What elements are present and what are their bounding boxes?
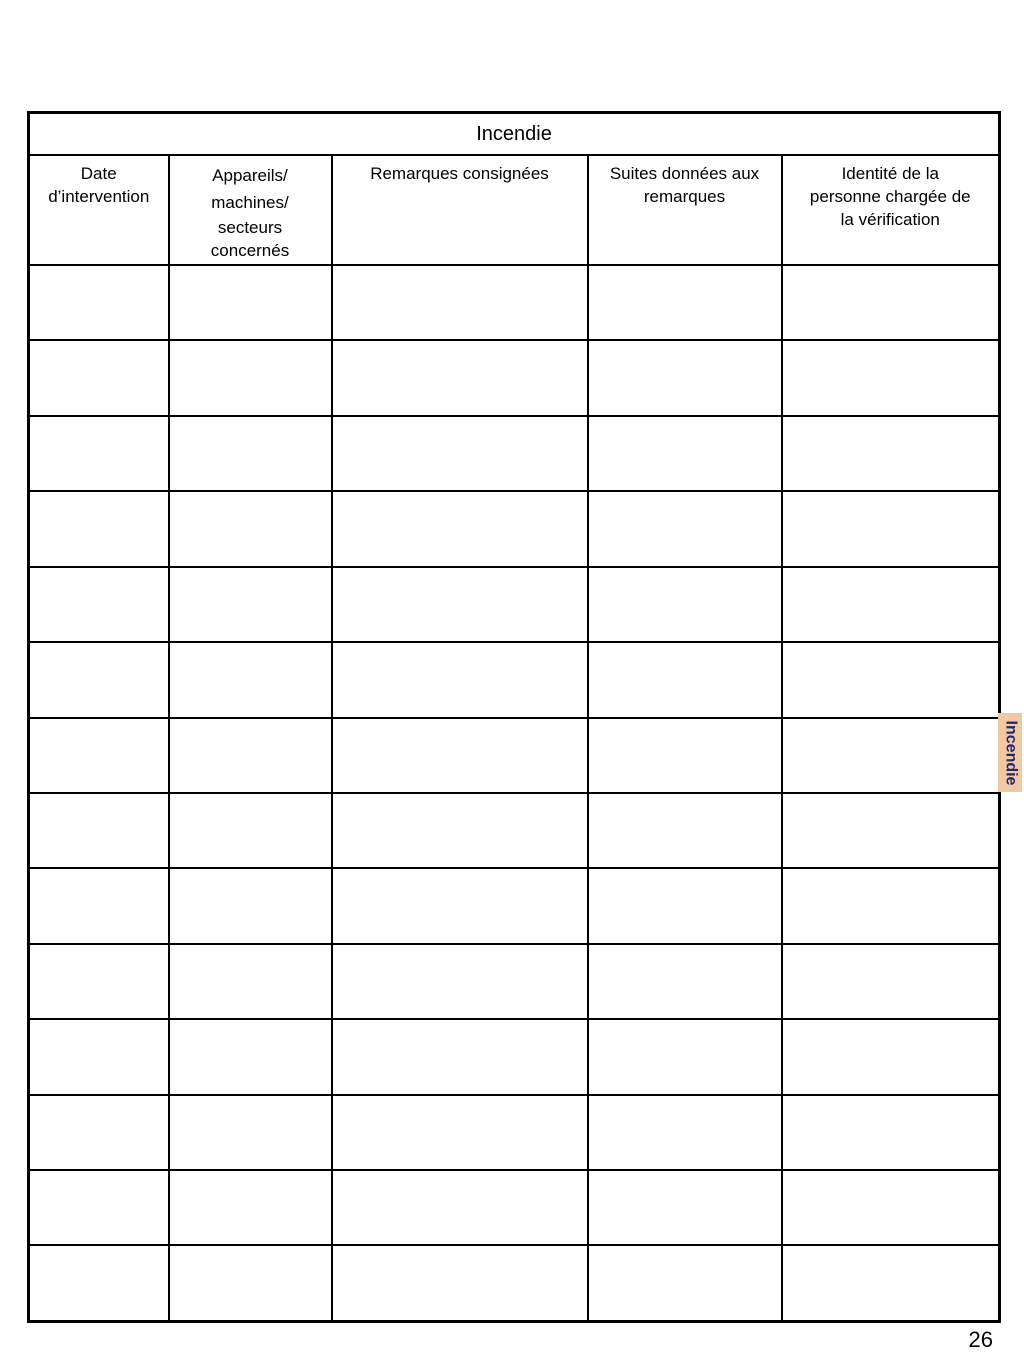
- header-line: Date: [80, 164, 117, 183]
- inspection-log-table: [27, 111, 1001, 1323]
- remarks-cell[interactable]: [332, 718, 588, 793]
- header-line: Suites données aux: [609, 164, 760, 183]
- column-header-follow-up: [588, 155, 782, 265]
- follow-up-cell[interactable]: [588, 718, 782, 793]
- follow-up-cell[interactable]: [588, 793, 782, 868]
- equipment-cell[interactable]: [169, 1095, 332, 1170]
- equipment-cell[interactable]: [169, 1019, 332, 1094]
- follow-up-cell[interactable]: [588, 1170, 782, 1245]
- follow-up-cell[interactable]: [588, 340, 782, 415]
- equipment-cell[interactable]: [169, 868, 332, 943]
- date-cell[interactable]: [29, 1095, 169, 1170]
- date-cell[interactable]: [29, 793, 169, 868]
- section-side-tab: [998, 713, 1022, 792]
- table-row: [29, 1019, 1000, 1094]
- header-line: secteurs: [217, 218, 283, 237]
- equipment-cell[interactable]: [169, 416, 332, 491]
- header-line: Identité de la: [841, 164, 939, 183]
- follow-up-cell[interactable]: [588, 868, 782, 943]
- column-header-equipment: [169, 155, 332, 265]
- table-row: [29, 1245, 1000, 1321]
- follow-up-cell[interactable]: [588, 1019, 782, 1094]
- table-row: [29, 868, 1000, 943]
- remarks-cell[interactable]: [332, 1245, 588, 1321]
- equipment-cell[interactable]: [169, 265, 332, 340]
- equipment-cell[interactable]: [169, 1170, 332, 1245]
- inspector-cell[interactable]: [782, 642, 1000, 717]
- inspector-cell[interactable]: [782, 793, 1000, 868]
- equipment-cell[interactable]: [169, 944, 332, 1019]
- inspector-cell[interactable]: [782, 944, 1000, 1019]
- equipment-cell[interactable]: [169, 1245, 332, 1321]
- table-title: Incendie: [29, 113, 1000, 156]
- remarks-cell[interactable]: [332, 491, 588, 566]
- side-tab-label: Incendie: [1002, 720, 1019, 785]
- remarks-cell[interactable]: [332, 793, 588, 868]
- header-line: d’intervention: [48, 187, 150, 206]
- date-cell[interactable]: [29, 718, 169, 793]
- follow-up-cell[interactable]: [588, 416, 782, 491]
- follow-up-cell[interactable]: [588, 1245, 782, 1321]
- page-number: 26: [968, 1327, 993, 1352]
- remarks-cell[interactable]: [332, 1019, 588, 1094]
- remarks-cell[interactable]: [332, 567, 588, 642]
- header-line: Remarques consignées: [370, 164, 549, 183]
- table-row: [29, 1095, 1000, 1170]
- inspector-cell[interactable]: [782, 491, 1000, 566]
- remarks-cell[interactable]: [332, 944, 588, 1019]
- equipment-cell[interactable]: [169, 491, 332, 566]
- follow-up-cell[interactable]: [588, 642, 782, 717]
- header-line: la vérification: [840, 210, 940, 229]
- header-line: machines/: [211, 193, 289, 212]
- table-row: [29, 718, 1000, 793]
- follow-up-cell[interactable]: [588, 491, 782, 566]
- equipment-cell[interactable]: [169, 718, 332, 793]
- inspector-cell[interactable]: [782, 868, 1000, 943]
- inspector-cell[interactable]: [782, 718, 1000, 793]
- equipment-cell[interactable]: [169, 793, 332, 868]
- remarks-cell[interactable]: [332, 340, 588, 415]
- header-line: concernés: [210, 241, 290, 260]
- date-cell[interactable]: [29, 1170, 169, 1245]
- remarks-cell[interactable]: [332, 1170, 588, 1245]
- equipment-cell[interactable]: [169, 340, 332, 415]
- remarks-cell[interactable]: [332, 265, 588, 340]
- date-cell[interactable]: [29, 1019, 169, 1094]
- follow-up-cell[interactable]: [588, 567, 782, 642]
- inspector-cell[interactable]: [782, 1245, 1000, 1321]
- follow-up-cell[interactable]: [588, 1095, 782, 1170]
- date-cell[interactable]: [29, 1245, 169, 1321]
- date-cell[interactable]: [29, 265, 169, 340]
- date-cell[interactable]: [29, 642, 169, 717]
- inspector-cell[interactable]: [782, 1019, 1000, 1094]
- header-line: personne chargée de: [809, 187, 971, 206]
- table-row: [29, 340, 1000, 415]
- column-header-row: [29, 155, 1000, 265]
- date-cell[interactable]: [29, 491, 169, 566]
- inspector-cell[interactable]: [782, 1095, 1000, 1170]
- follow-up-cell[interactable]: [588, 265, 782, 340]
- inspector-cell[interactable]: [782, 1170, 1000, 1245]
- table-row: [29, 642, 1000, 717]
- table-row: [29, 265, 1000, 340]
- equipment-cell[interactable]: [169, 567, 332, 642]
- table-body: [29, 265, 1000, 1322]
- date-cell[interactable]: [29, 944, 169, 1019]
- inspector-cell[interactable]: [782, 416, 1000, 491]
- remarks-cell[interactable]: [332, 416, 588, 491]
- remarks-cell[interactable]: [332, 642, 588, 717]
- table-row: [29, 567, 1000, 642]
- date-cell[interactable]: [29, 416, 169, 491]
- table-row: [29, 944, 1000, 1019]
- table-row: [29, 416, 1000, 491]
- date-cell[interactable]: [29, 567, 169, 642]
- date-cell[interactable]: [29, 340, 169, 415]
- header-line: Appareils/: [212, 166, 288, 185]
- follow-up-cell[interactable]: [588, 944, 782, 1019]
- column-header-inspector-identity: [782, 155, 1000, 265]
- inspector-cell[interactable]: [782, 340, 1000, 415]
- remarks-cell[interactable]: [332, 868, 588, 943]
- table-title-row: [29, 113, 1000, 156]
- inspector-cell[interactable]: [782, 567, 1000, 642]
- table-row: [29, 491, 1000, 566]
- equipment-cell[interactable]: [169, 642, 332, 717]
- header-line: remarques: [643, 187, 726, 206]
- column-header-remarks: [332, 155, 588, 265]
- inspector-cell[interactable]: [782, 265, 1000, 340]
- column-header-date: [29, 155, 169, 265]
- date-cell[interactable]: [29, 868, 169, 943]
- remarks-cell[interactable]: [332, 1095, 588, 1170]
- table-row: [29, 793, 1000, 868]
- table-row: [29, 1170, 1000, 1245]
